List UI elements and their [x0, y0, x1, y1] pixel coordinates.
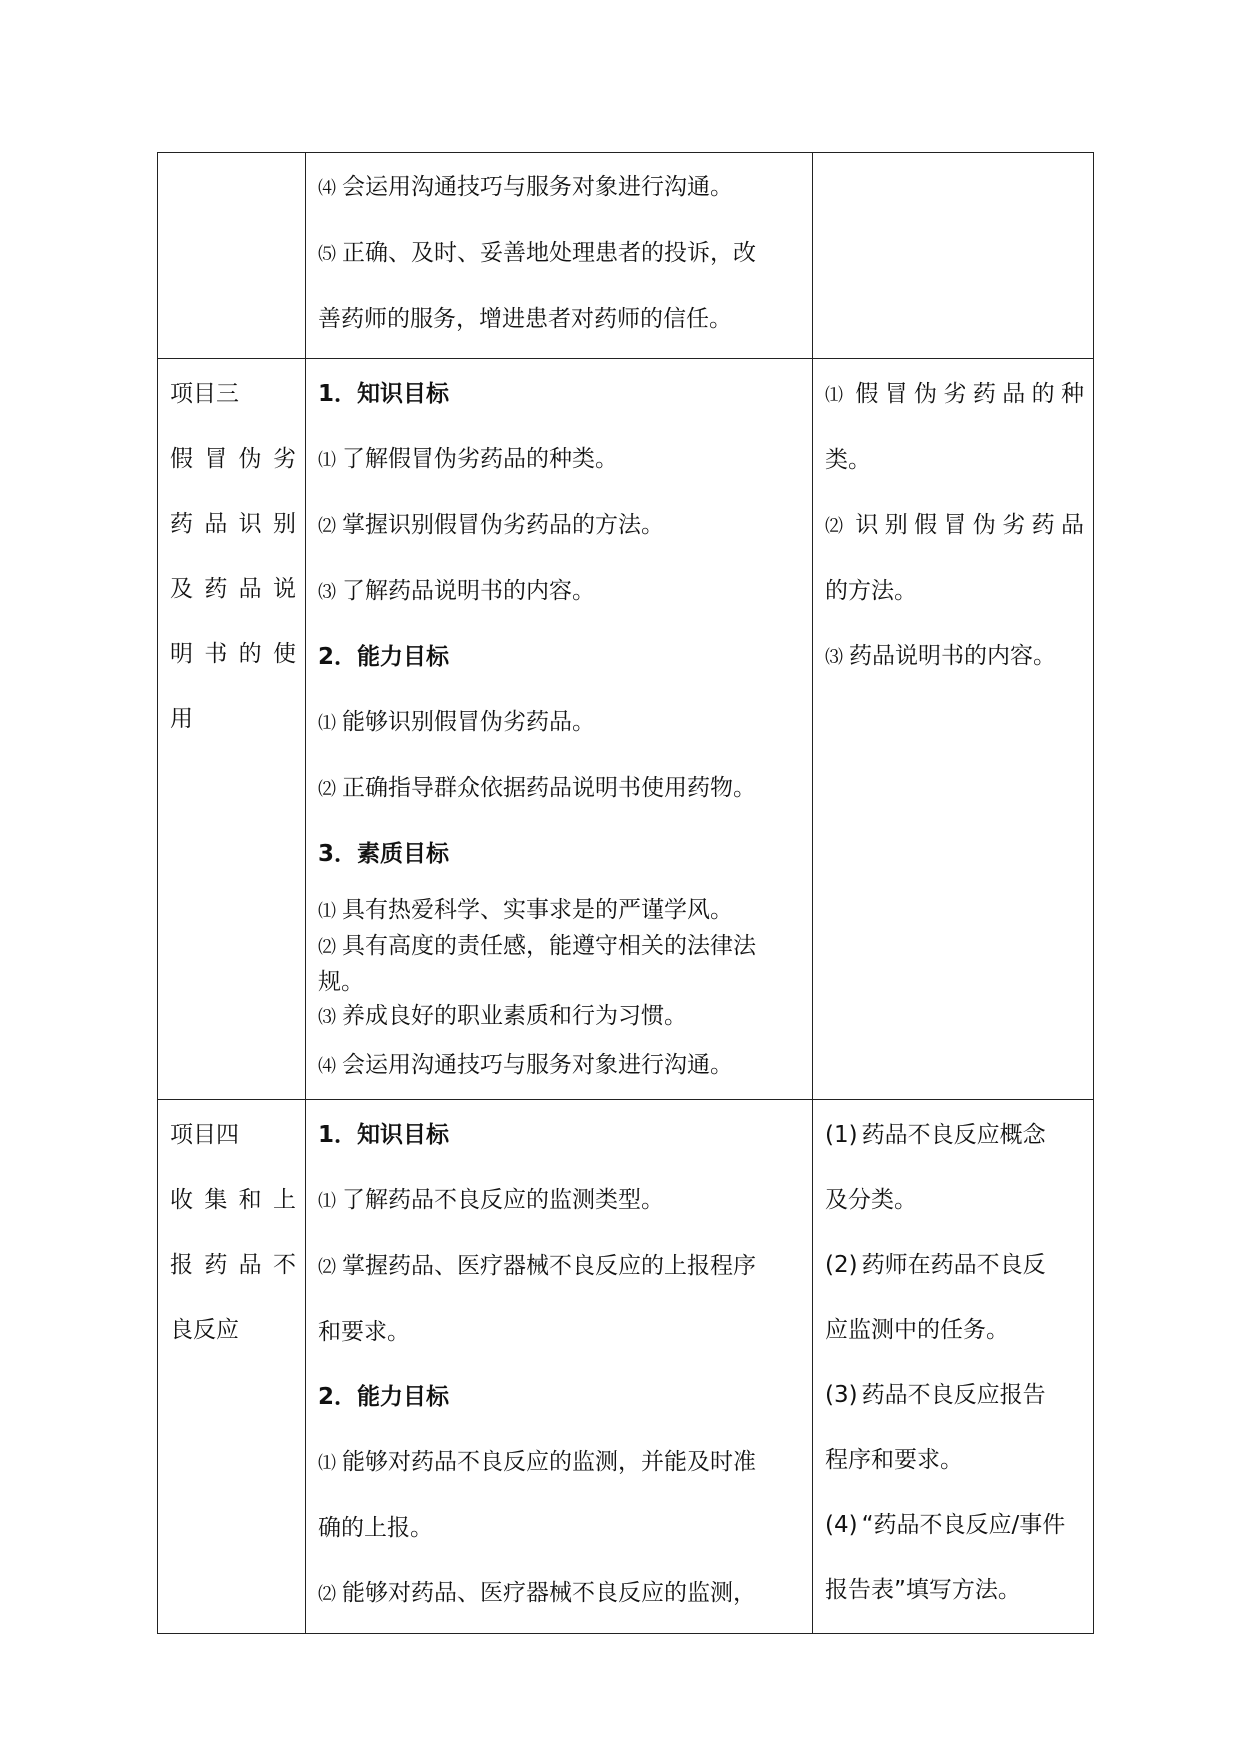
section-heading: 1．知识目标	[318, 381, 450, 407]
table-row	[158, 1100, 1094, 1634]
table-row	[158, 153, 1094, 359]
list-item: (3) 药品不良反应报告	[825, 1382, 1046, 1408]
table-cell-project: 项目三 假冒伪劣 药品识别 及药品说 明书的使 用	[158, 359, 306, 1100]
section-heading: 2．能力目标	[318, 644, 450, 670]
list-item: ⑶ 药品说明书的内容。	[825, 643, 1056, 669]
section-heading: 2．能力目标	[318, 1384, 450, 1410]
table-cell-project: 项目四 收集和上 报药品不 良反应	[158, 1100, 306, 1634]
table-cell-objectives	[306, 153, 813, 359]
table-row	[158, 359, 1094, 1100]
list-item: ⑴ 假冒伪劣药品的种	[825, 381, 1084, 407]
list-item: ⑵ 掌握识别假冒伪劣药品的方法。	[318, 512, 664, 538]
list-item: ⑵ 正确指导群众依据药品说明书使用药物。	[318, 775, 756, 801]
list-item: ⑵ 具有高度的责任感，能遵守相关的法律法	[318, 933, 756, 959]
table-cell-key-points: ⑴ 假冒伪劣药品的种 类。 ⑵ 识别假冒伪劣药品 的方法。 ⑶ 药品说明书的内容。	[813, 359, 1094, 1100]
section-heading: 3．素质目标	[318, 841, 450, 867]
table-cell-key-points: (1) 药品不良反应概念 及分类。 (2) 药师在药品不良反 应监测中的任务。 (3) 药品不良反应报告 程序和要求。 (4) “药品不良反应/事件 报告表”填写方法。	[813, 1100, 1094, 1634]
list-item: (2) 药师在药品不良反	[825, 1252, 1046, 1278]
list-item: ⑴ 能够识别假冒伪劣药品。	[318, 709, 595, 735]
table-cell-project	[158, 153, 306, 359]
list-item: ⑴ 具有热爱科学、实事求是的严谨学风。	[318, 897, 733, 923]
list-item: ⑷ 会运用沟通技巧与服务对象进行沟通。	[318, 1052, 733, 1078]
table-cell-objectives: 1．知识目标 ⑴ 了解药品不良反应的监测类型。 ⑵ 掌握药品、医疗器械不良反应的上报程序 和要求。 2．能力目标 ⑴ 能够对药品不良反应的监测，并能及时准 确的上报。 ⑵ 能够对药品、医疗器械不良反应的监测，	[306, 1100, 813, 1634]
list-item: ⑵ 能够对药品、医疗器械不良反应的监测，	[318, 1580, 756, 1606]
list-item: ⑴ 了解假冒伪劣药品的种类。	[318, 446, 618, 472]
section-heading: 1．知识目标	[318, 1122, 450, 1148]
list-item: ⑵ 掌握药品、医疗器械不良反应的上报程序	[318, 1253, 756, 1279]
list-item: ⑵ 识别假冒伪劣药品	[825, 512, 1084, 538]
objectives-table	[157, 152, 1094, 1634]
list-item: (1) 药品不良反应概念	[825, 1122, 1046, 1148]
list-item: ⑴ 能够对药品不良反应的监测，并能及时准	[318, 1449, 756, 1475]
list-item: ⑶ 了解药品说明书的内容。	[318, 578, 595, 604]
table-cell-objectives	[306, 359, 813, 1100]
list-item: (4) “药品不良反应/事件	[825, 1512, 1066, 1538]
list-item: ⑷ 会运用沟通技巧与服务对象进行沟通。	[318, 174, 733, 200]
table-cell-key-points	[813, 153, 1094, 359]
list-item: ⑶ 养成良好的职业素质和行为习惯。	[318, 1003, 687, 1029]
list-item: 善药师的服务，增进患者对药师的信任。	[318, 306, 732, 332]
list-item: ⑸ 正确、及时、妥善地处理患者的投诉，改	[318, 240, 756, 266]
list-item: ⑴ 了解药品不良反应的监测类型。	[318, 1187, 664, 1213]
quality-list: ⑴ 具有热爱科学、实事求是的严谨学风。 ⑵ 具有高度的责任感，能遵守相关的法律法 规。 ⑶ 养成良好的职业素质和行为习惯。	[318, 887, 803, 1039]
